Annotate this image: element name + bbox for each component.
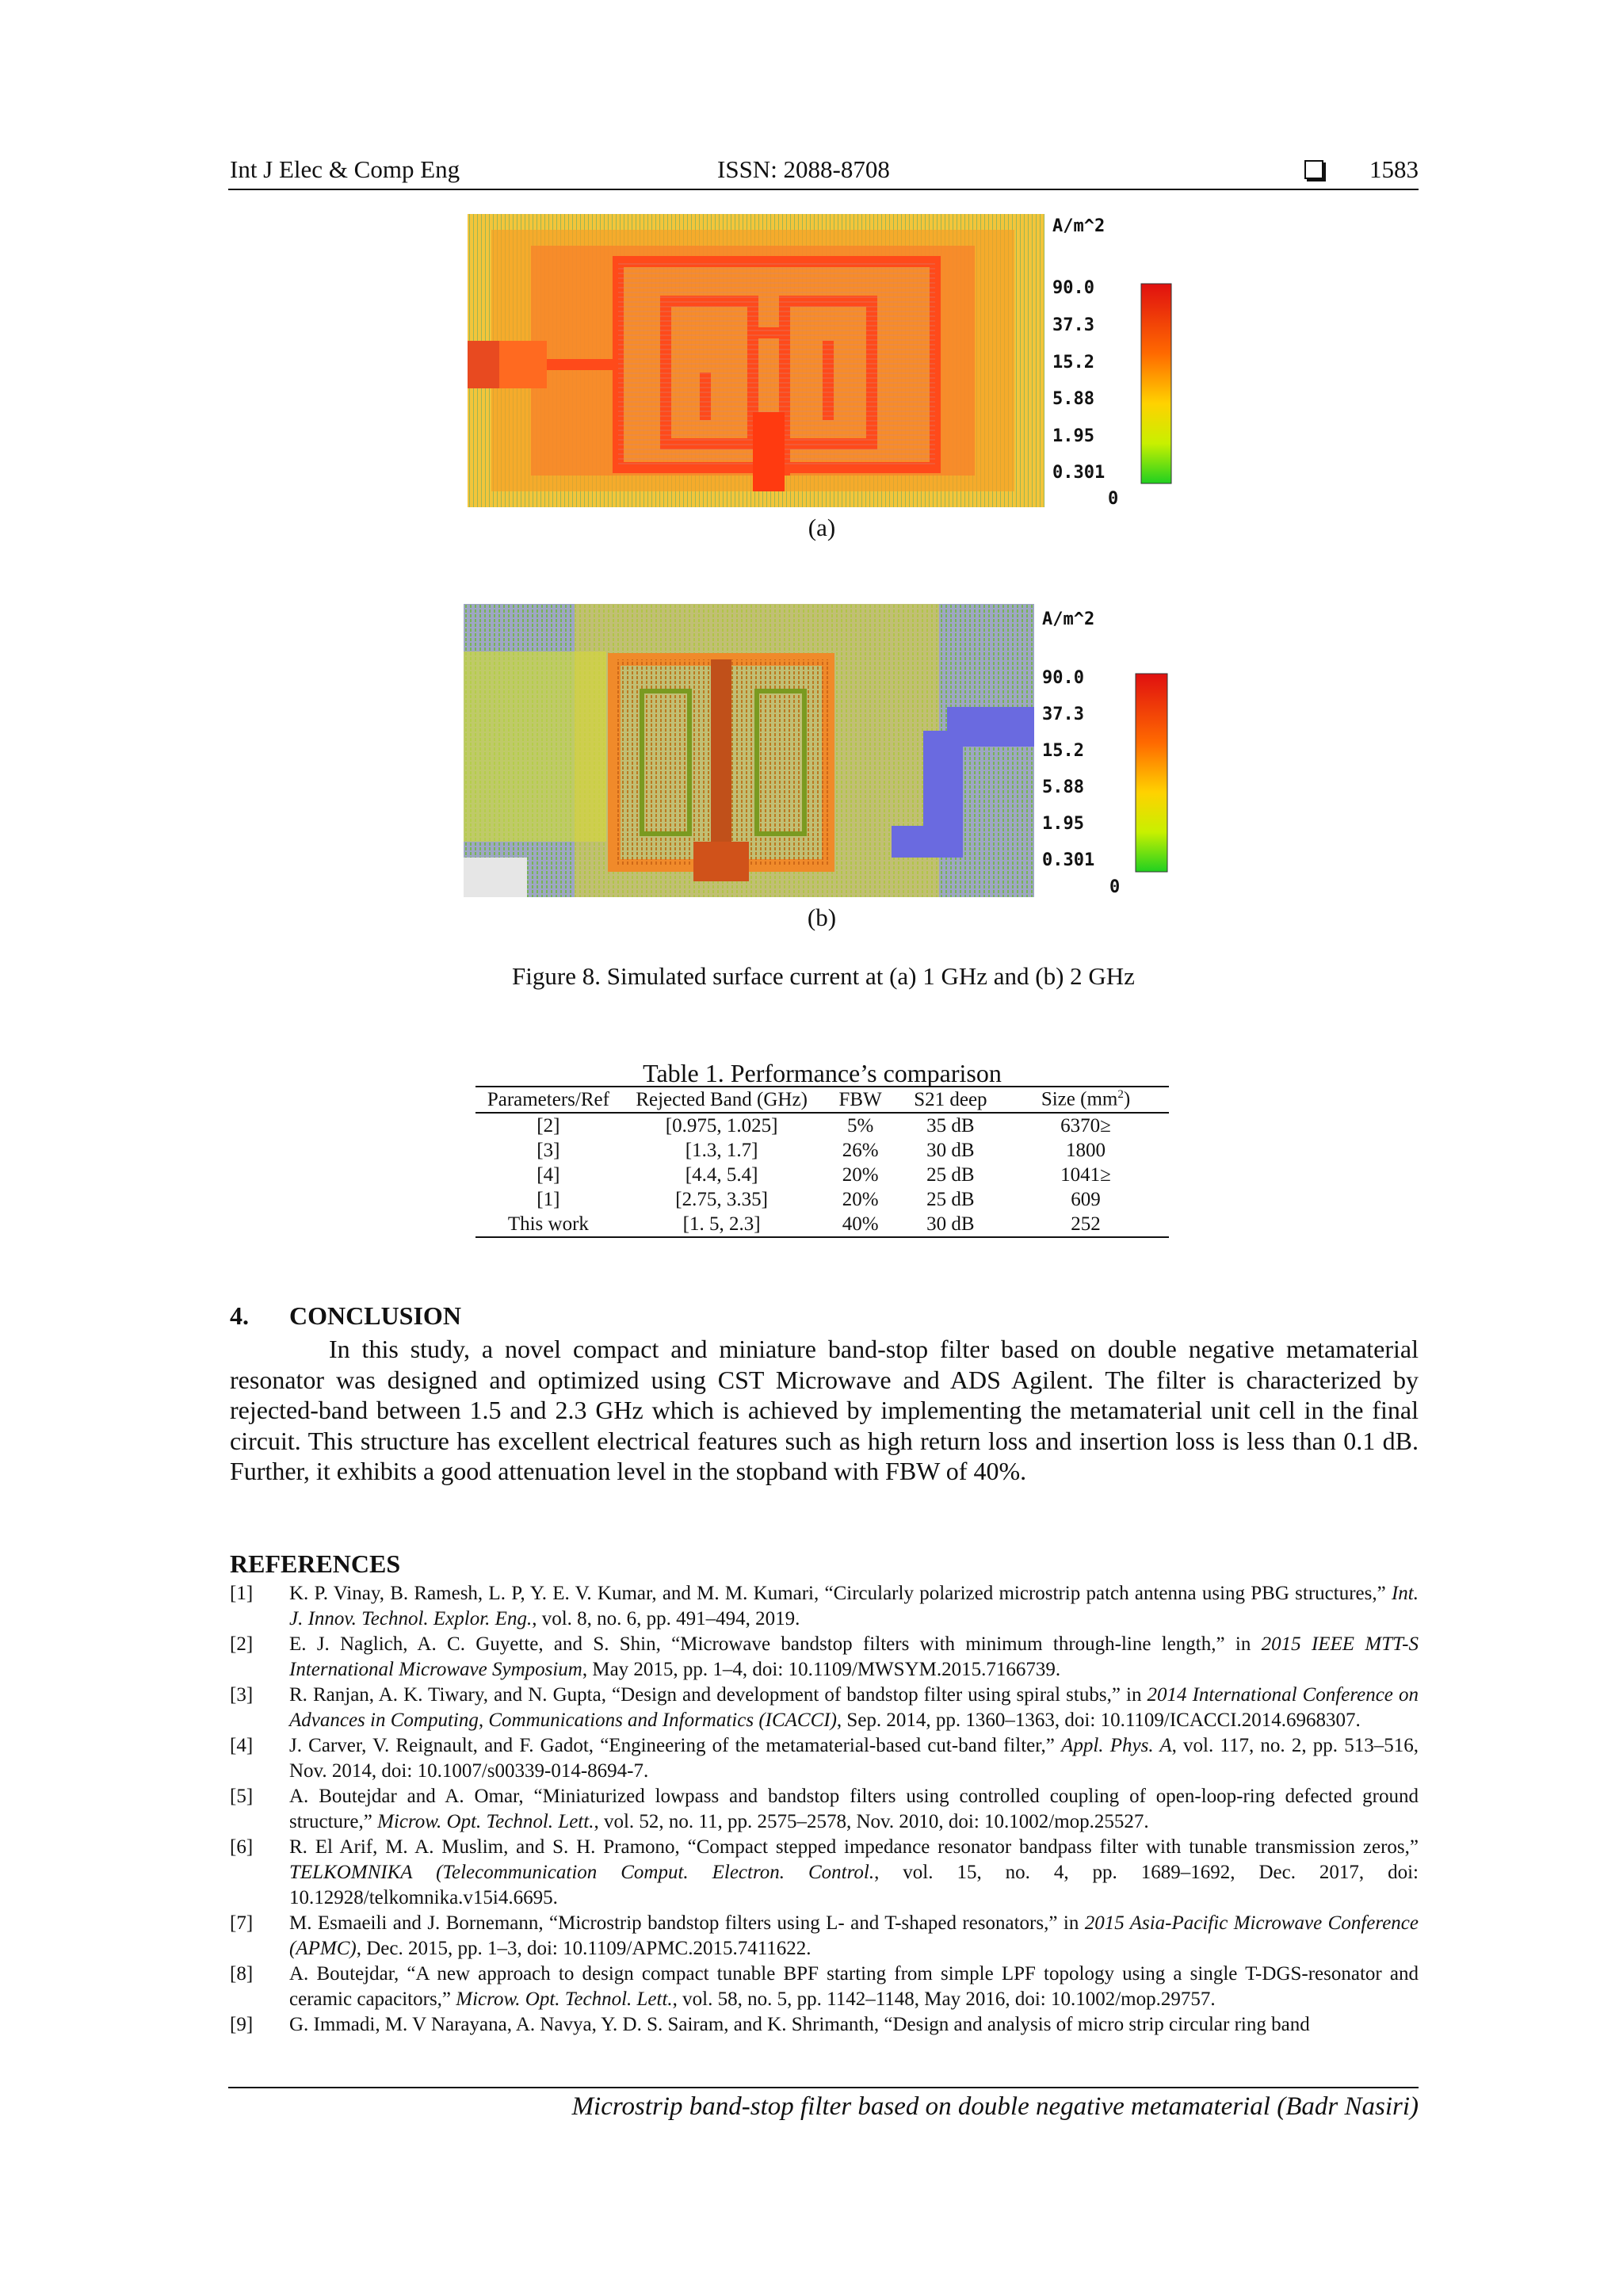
reference-text: G. Immadi, M. V Narayana, A. Navya, Y. D. S. Sairam, and K. Shrimanth, “Design and analysis of micro strip circular ring band xyxy=(289,2014,1310,2035)
table-cell: 40% xyxy=(842,1213,879,1235)
legend-tick-a: 37.3 xyxy=(1052,315,1094,335)
figure-8a-label: (a) xyxy=(808,514,836,541)
journal-name: Int J Elec & Comp Eng xyxy=(230,155,460,183)
table-row xyxy=(475,1163,1169,1187)
legend-tick-b: 5.88 xyxy=(1042,777,1084,797)
reference-item xyxy=(230,1733,1419,1784)
table-cell: 30 dB xyxy=(926,1139,975,1161)
reference-text: A. Boutejdar, “A new approach to design compact tunable BPF starting from simple LPF topology using a single T-DGS-resonator and ceramic capacitors,” Microw. Opt. Technol. Lett., vol. 58, no. 5, pp. 1142–1148, May 2016, doi: 10.1002/mop.29757. xyxy=(289,1963,1419,2010)
figure-8b xyxy=(464,604,1177,897)
table-cell: 20% xyxy=(842,1188,879,1210)
conclusion-paragraph: In this study, a novel compact and miniature band-stop filter based on double negative metamaterial resonator was designed and optimized using CST Microwave and ADS Agilent. The filter is characterized by rejected-band between 1.5 and 2.3 GHz which is achieved by implementing the metamaterial unit cell in the final circuit. This structure has excellent electrical features such as high return loss and insertion loss is less than 0.1 dB. Further, it exhibits a good attenuation level in the stopband with FBW of 40%. xyxy=(230,1335,1419,1485)
reference-list xyxy=(230,1581,1419,2038)
surface-current-plot-a xyxy=(468,214,1177,510)
table-cell: 609 xyxy=(1071,1188,1101,1210)
reference-item xyxy=(230,1683,1419,1733)
table-cell: [2] xyxy=(537,1114,560,1137)
table-header-row xyxy=(475,1087,1169,1113)
reference-text: E. J. Naglich, A. C. Guyette, and S. Shin, “Microwave bandstop filters with minimum through-line length,” in 2015 IEEE MTT-S International Microwave Symposium, May 2015, pp. 1–4, doi: 10.1109/MWSYM.2015.7166739. xyxy=(289,1633,1419,1680)
table-row xyxy=(475,1113,1169,1138)
table-cell: [1. 5, 2.3] xyxy=(682,1213,761,1235)
col-header: Parameters/Ref xyxy=(487,1088,609,1110)
reference-item xyxy=(230,1962,1419,2012)
reference-number: [8] xyxy=(230,1963,254,1985)
reference-item xyxy=(230,1581,1419,1632)
running-footer: Microstrip band-stop filter based on double negative metamaterial (Badr Nasiri) xyxy=(571,2092,1419,2121)
table-cell: [2.75, 3.35] xyxy=(675,1188,768,1210)
page-number: 1583 xyxy=(1369,155,1419,183)
legend-tick-a: 90.0 xyxy=(1052,278,1094,298)
issn: ISSN: 2088-8708 xyxy=(717,155,890,183)
reference-text: K. P. Vinay, B. Ramesh, L. P, Y. E. V. Kumar, and M. M. Kumari, “Circularly polarized microstrip patch antenna using PBG structures,” Int. J. Innov. Technol. Explor. Eng., vol. 8, no. 6, pp. 491–494, 2019. xyxy=(289,1583,1419,1629)
legend-tick-a: 1.95 xyxy=(1052,426,1094,446)
reference-number: [2] xyxy=(230,1633,254,1655)
section-heading-references: REFERENCES xyxy=(230,1549,401,1578)
reference-item xyxy=(230,2012,1419,2038)
reference-number: [4] xyxy=(230,1735,254,1756)
section-heading-conclusion: 4. CONCLUSION xyxy=(230,1301,461,1330)
table-cell: [1] xyxy=(537,1188,560,1210)
table-title: Table 1. Performance’s comparison xyxy=(643,1059,1002,1087)
table-cell: 30 dB xyxy=(926,1213,975,1235)
col-header: FBW xyxy=(838,1088,882,1110)
table-cell: 26% xyxy=(842,1139,879,1161)
col-header: Size $(mm^2)$ xyxy=(1041,1088,1131,1110)
square-bullet-icon xyxy=(1304,160,1323,179)
figure-8a xyxy=(468,214,1177,510)
reference-number: [9] xyxy=(230,2014,254,2035)
table-cell: 20% xyxy=(842,1163,879,1186)
reference-number: [3] xyxy=(230,1684,254,1706)
legend-tick-b: 37.3 xyxy=(1042,705,1084,724)
figure-caption: Figure 8. Simulated surface current at (a) 1 GHz and (b) 2 GHz xyxy=(512,962,1135,990)
legend-tick-a: 15.2 xyxy=(1052,353,1094,372)
table-cell: 6370≥ xyxy=(1060,1114,1111,1137)
legend-tick-a: 5.88 xyxy=(1052,389,1094,409)
table-row xyxy=(475,1212,1169,1237)
table-cell: 1800 xyxy=(1066,1139,1106,1161)
table-cell: This work xyxy=(507,1213,589,1235)
reference-text: A. Boutejdar and A. Omar, “Miniaturized lowpass and bandstop filters using controlled coupling of open-loop-ring defected ground structure,” Microw. Opt. Technol. Lett., vol. 52, no. 11, pp. 2575–2578, Nov. 2010, doi: 10.1002/mop.25527. xyxy=(289,1786,1419,1832)
legend-unit-b: A/m^2 xyxy=(1042,609,1095,629)
reference-number: [5] xyxy=(230,1786,254,1807)
reference-item xyxy=(230,1911,1419,1962)
table-cell: [1.3, 1.7] xyxy=(685,1139,758,1161)
figure-8b-label: (b) xyxy=(807,904,837,931)
footer-rule xyxy=(228,2087,1419,2088)
reference-text: M. Esmaeili and J. Bornemann, “Microstrip bandstop filters using L- and T-shaped resonators,” in 2015 Asia-Pacific Microwave Conference (APMC), Dec. 2015, pp. 1–3, doi: 10.1109/APMC.2015.7411622. xyxy=(289,1912,1419,1959)
legend-tick-a: 0 xyxy=(1108,489,1119,509)
legend-unit-a: A/m^2 xyxy=(1052,216,1106,236)
header-rule xyxy=(228,189,1419,190)
table-cell: [4.4, 5.4] xyxy=(685,1163,758,1186)
running-header xyxy=(230,155,1419,190)
reference-number: [6] xyxy=(230,1836,254,1858)
legend-tick-b: 0.301 xyxy=(1042,850,1095,870)
table-cell: 5% xyxy=(846,1114,874,1137)
reference-text: R. El Arif, M. A. Muslim, and S. H. Pramono, “Compact stepped impedance resonator bandpass filter with tunable transmission zeros,” TELKOMNIKA (Telecommunication Comput. Electron. Control., vol. 15, no. 4, pp. 1689–1692, Dec. 2017, doi: 10.12928/telkomnika.v15i4.6695. xyxy=(289,1836,1419,1908)
reference-number: [1] xyxy=(230,1583,254,1604)
col-header: S21 deep xyxy=(914,1088,987,1110)
legend-tick-b: 1.95 xyxy=(1042,814,1084,834)
table-row xyxy=(475,1187,1169,1212)
table-cell: 25 dB xyxy=(926,1188,975,1210)
legend-tick-b: 15.2 xyxy=(1042,741,1084,761)
surface-current-plot-b xyxy=(464,604,1177,897)
comparison-table xyxy=(475,1086,1169,1238)
table-cell: 252 xyxy=(1071,1213,1101,1235)
table-cell: [3] xyxy=(537,1139,560,1161)
table-cell: 1041≥ xyxy=(1060,1163,1111,1186)
reference-item xyxy=(230,1784,1419,1835)
reference-number: [7] xyxy=(230,1912,254,1934)
reference-item xyxy=(230,1835,1419,1911)
col-header: Rejected Band (GHz) xyxy=(636,1088,808,1110)
reference-text: R. Ranjan, A. K. Tiwary, and N. Gupta, “Design and development of bandstop filter using spiral stubs,” in 2014 International Conference on Advances in Computing, Communications and Informatics (ICACCI), Sep. 2014, pp. 1360–1363, doi: 10.1109/ICACCI.2014.6968307. xyxy=(289,1684,1419,1731)
reference-item xyxy=(230,1632,1419,1683)
legend-tick-b: 0 xyxy=(1109,877,1121,897)
legend-tick-a: 0.301 xyxy=(1052,463,1106,483)
table-cell: 25 dB xyxy=(926,1163,975,1186)
reference-text: J. Carver, V. Reignault, and F. Gadot, “Engineering of the metamaterial-based cut-band filter,” Appl. Phys. A, vol. 117, no. 2, pp. 513–516, Nov. 2014, doi: 10.1007/s00339-014-8694-7. xyxy=(289,1735,1419,1782)
table-cell: [4] xyxy=(537,1163,560,1186)
table-cell: [0.975, 1.025] xyxy=(665,1114,778,1137)
table-row xyxy=(475,1138,1169,1163)
table-cell: 35 dB xyxy=(926,1114,975,1137)
legend-tick-b: 90.0 xyxy=(1042,668,1084,688)
